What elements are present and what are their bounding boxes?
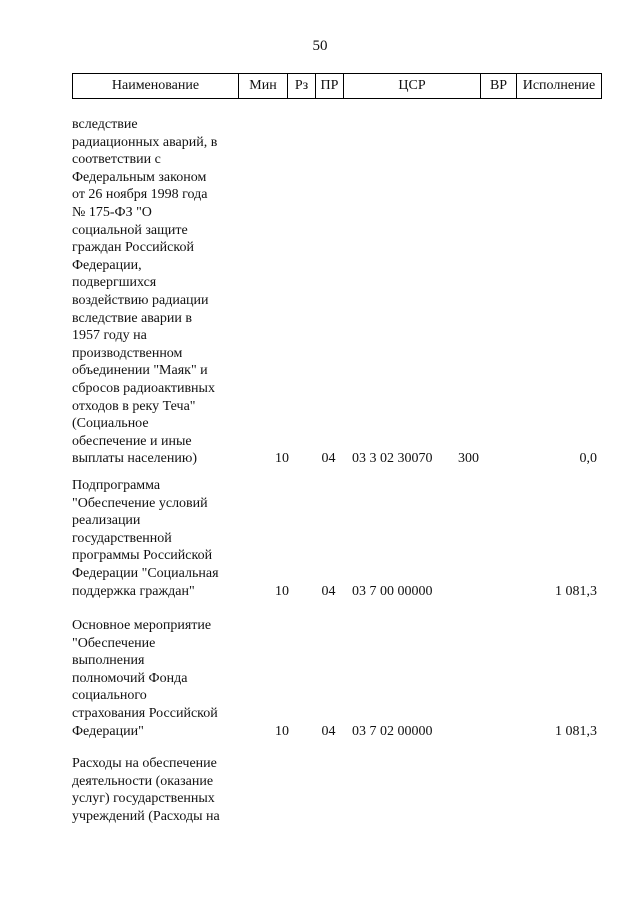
header-min: Мин bbox=[239, 74, 288, 99]
header-vr: ВР bbox=[481, 74, 517, 99]
row-exec: 0,0 bbox=[579, 451, 597, 466]
row-csr: 03 7 02 00000 bbox=[352, 724, 433, 739]
row-rz-pr: 04 bbox=[321, 724, 336, 739]
header-exec: Исполнение bbox=[517, 74, 602, 99]
header-name: Наименование bbox=[73, 74, 239, 99]
row-rz-pr: 04 bbox=[321, 584, 336, 599]
row-name: Подпрограмма "Обеспечение условий реализации государственной программы Российской Федерации "Социальная поддержка граждан" bbox=[72, 478, 219, 599]
row-name: вследствие радиационных аварий, в соответствии с Федеральным законом от 26 ноября 1998 года № 175-ФЗ "О социальной защите граждан Российской Федерации, подвергшихся воздействию радиации вследствие аварии в 1957 году на производственном объединении "Маяк" и сбросов радиоактивных отходов в реку Теча" (Социальное обеспечение и иные выплаты населению) bbox=[72, 117, 218, 467]
row-min: 10 bbox=[275, 451, 289, 466]
header-csr: ЦСР bbox=[344, 74, 481, 99]
header-pr: ПР bbox=[316, 74, 344, 99]
row-exec: 1 081,3 bbox=[555, 724, 597, 739]
page-number: 50 bbox=[312, 38, 328, 54]
row-rz-pr: 04 bbox=[321, 451, 336, 466]
row-csr: 03 7 00 00000 bbox=[352, 584, 433, 599]
row-vr: 300 bbox=[458, 451, 479, 466]
row-exec: 1 081,3 bbox=[555, 584, 597, 599]
row-name: Расходы на обеспечение деятельности (оказание услуг) государственных учреждений (Расходы на bbox=[72, 756, 220, 824]
row-csr: 03 3 02 30070 bbox=[352, 451, 433, 466]
row-min: 10 bbox=[275, 584, 289, 599]
row-min: 10 bbox=[275, 724, 289, 739]
header-rz: Рз bbox=[288, 74, 316, 99]
row-name: Основное мероприятие "Обеспечение выполнения полномочий Фонда социального страхования Российской Федерации" bbox=[72, 618, 218, 739]
table-header bbox=[72, 73, 602, 99]
